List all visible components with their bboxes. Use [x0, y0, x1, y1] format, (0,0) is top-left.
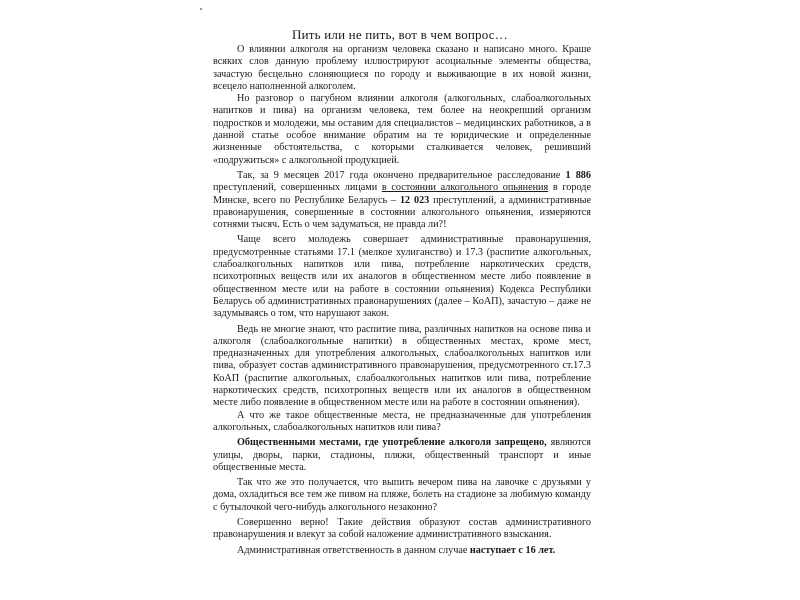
document-body [213, 44, 591, 557]
paragraph-3-part-a: Так, за 9 месяцев 2017 года окончено предварительное расследование [237, 169, 566, 181]
paragraph-7 [213, 437, 591, 474]
paragraph-7-bold: Общественными местами, где употребление алкоголя запрещено, [237, 437, 547, 449]
paragraph-5: Ведь не многие знают, что распитие пива, различных напитков на основе пива и алкоголя (слабоалкогольные напитки) в общественных местах, кроме мест, предназначенных для употребления алкогольных, слабоалкогольных напитков или пива, образует состав административного правонарушения, предусмотренного ст.17.3 КоАП (распитие алкогольных, слабоалкогольных напитков или пива, потребление наркотических средств, психотропных веществ или их аналогов в общественном месте либо появление в общественном месте или на работе в состоянии опьянения). [213, 323, 591, 409]
paragraph-10-bold: наступает с 16 лет. [469, 544, 556, 556]
paragraph-10-part-a: Административная ответственность в данном случае [237, 544, 470, 556]
paragraph-3-part-c: в городе Минске, всего по Республике Беларусь – [213, 182, 591, 206]
paragraph-4: Чаще всего молодежь совершает административные правонарушения, предусмотренные статьями 17.1 (мелкое хулиганство) и 17.3 (распитие алкогольных, слабоалкогольных напитков или пива, потребление наркотических средств, психотропных веществ или их аналогов в общественном месте либо появление в общественном месте или на работе в состоянии опьянения) Кодекса Республики Беларусь об административных правонарушениях (далее – КоАП), зачастую – даже не задумываясь о том, что нарушают закон. [213, 234, 591, 320]
document-title: Пить или не пить, вот в чем вопрос… [292, 27, 508, 42]
paragraph-6: А что же такое общественные места, не предназначенные для употребления алкогольных, слабоалкогольных напитков или пива? [213, 409, 591, 433]
underlined-phrase: в состоянии алкогольного опьянения [381, 182, 549, 194]
scan-speck [200, 8, 202, 10]
crime-count-belarus: 12 023 [399, 194, 430, 206]
crime-count-minsk: 1 886 [565, 169, 591, 181]
paragraph-3-part-b: преступлений, совершенных лицами [213, 182, 382, 194]
paragraph-2: Но разговор о пагубном влиянии алкоголя (алкогольных, слабоалкогольных напитков и пива) на организм человека, тем более на неокрепший организм подростков и молодежи, мы оставим для специалистов – медицинских работников, а в данной статье особое внимание обратим на те юридические и определенные жизненные обстоятельства, с которыми сталкивается человек, решивший «подружиться» с алкогольной продукцией. [213, 93, 591, 166]
paragraph-10 [213, 545, 591, 557]
paragraph-7-rest: являются улицы, дворы, парки, стадионы, пляжи, общественный транспорт и иные общественные места. [213, 437, 591, 473]
paragraph-8: Так что же это получается, что выпить вечером пива на лавочке с друзьями у дома, охладиться все тем же пивом на пляже, болеть на стадионе за любимую команду с бутылочкой чего-нибудь алкогольного незаконно? [213, 477, 591, 513]
paragraph-3 [213, 170, 591, 231]
paragraph-3-part-d: преступлений, а административные правонарушения, совершенные в состоянии алкогольного опьянения, измеряются сотнями тысяч. Есть о чем задуматься, не правда ли?! [213, 194, 591, 231]
paragraph-1: О влиянии алкоголя на организм человека сказано и написано много. Краше всяких слов данную проблему иллюстрируют асоциальные элементы общества, зачастую бесцельно слоняющиеся по городу и выживающие в их новой жизни, всецело наполненной алкоголем. [213, 44, 591, 92]
paragraph-9: Совершенно верно! Такие действия образуют состав административного правонарушения и влекут за собой наложение административного взыскания. [213, 516, 591, 541]
